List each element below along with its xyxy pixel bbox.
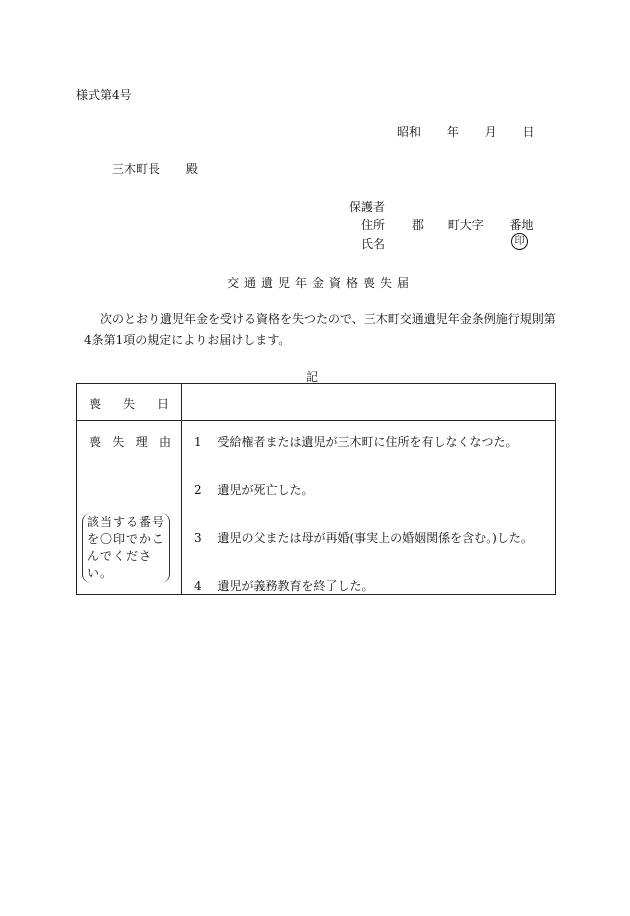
addressee: [112, 160, 198, 177]
date-month: 月: [484, 125, 497, 139]
reason-note-text: 該当する番号を〇印でかこんでください。: [87, 515, 166, 580]
body-text: 次のとおり遺児年金を受ける資格を失つたので、三木町交通遺児年金条例施行規則第4条第1項の規定によりお届けします。: [84, 312, 556, 347]
document-title: 交通遺児年金資格喪失届: [227, 276, 415, 290]
loss-date-value[interactable]: [182, 384, 556, 421]
form-number: 様式第4号: [76, 88, 132, 102]
reason-text: 遺児の父または母が再婚(事実上の婚姻関係を含む。)した。: [217, 531, 533, 545]
reason-item[interactable]: [194, 529, 555, 546]
loss-date-label: [77, 384, 181, 412]
loss-date-label-char: 日: [156, 397, 169, 411]
reason-number: 4: [194, 579, 202, 593]
addressee-name: 三木町長: [112, 162, 161, 176]
reason-item[interactable]: [194, 481, 555, 498]
loss-date-label-cell: [77, 384, 182, 421]
date-line: [397, 123, 535, 140]
address-label: 住所: [361, 218, 386, 232]
guardian-name-label: 氏名: [361, 237, 386, 251]
loss-date-row: [77, 384, 556, 421]
addressee-honorific: 殿: [185, 162, 198, 176]
reason-label: [77, 421, 181, 450]
date-day: 日: [522, 125, 535, 139]
address-gun: 郡: [411, 218, 424, 232]
seal-mark: [511, 233, 528, 250]
loss-date-label-char: 失: [122, 397, 135, 411]
reason-list: [182, 421, 556, 595]
address-town: 町大字: [447, 218, 484, 232]
reason-label-char: 失: [112, 435, 125, 449]
reason-label-cell: [77, 421, 182, 595]
date-year: 年: [446, 125, 459, 139]
reason-number: 2: [194, 483, 202, 497]
reason-label-char: 理: [135, 435, 148, 449]
guardian-heading: 保護者: [349, 200, 386, 214]
reason-text: 遺児が義務教育を終了した。: [217, 579, 374, 593]
reason-item[interactable]: [194, 577, 555, 594]
reason-text: 遺児が死亡した。: [217, 483, 314, 497]
loss-date-label-char: 喪: [89, 397, 102, 411]
date-era: 昭和: [397, 125, 422, 139]
reason-note: [82, 513, 170, 583]
seal-icon: 印: [511, 233, 528, 250]
ki-heading: 記: [306, 370, 319, 384]
reason-text: 受給権者または遺児が三木町に住所を有しなくなつた。: [217, 435, 518, 449]
guardian-address-line: [361, 216, 534, 233]
reason-item[interactable]: [194, 433, 555, 450]
address-banchi: 番地: [509, 218, 534, 232]
reason-label-char: 由: [158, 435, 171, 449]
reason-number: 3: [194, 531, 202, 545]
reason-label-char: 喪: [89, 435, 102, 449]
reason-number: 1: [194, 435, 202, 449]
record-table: [76, 383, 556, 595]
reason-row: [77, 421, 556, 595]
